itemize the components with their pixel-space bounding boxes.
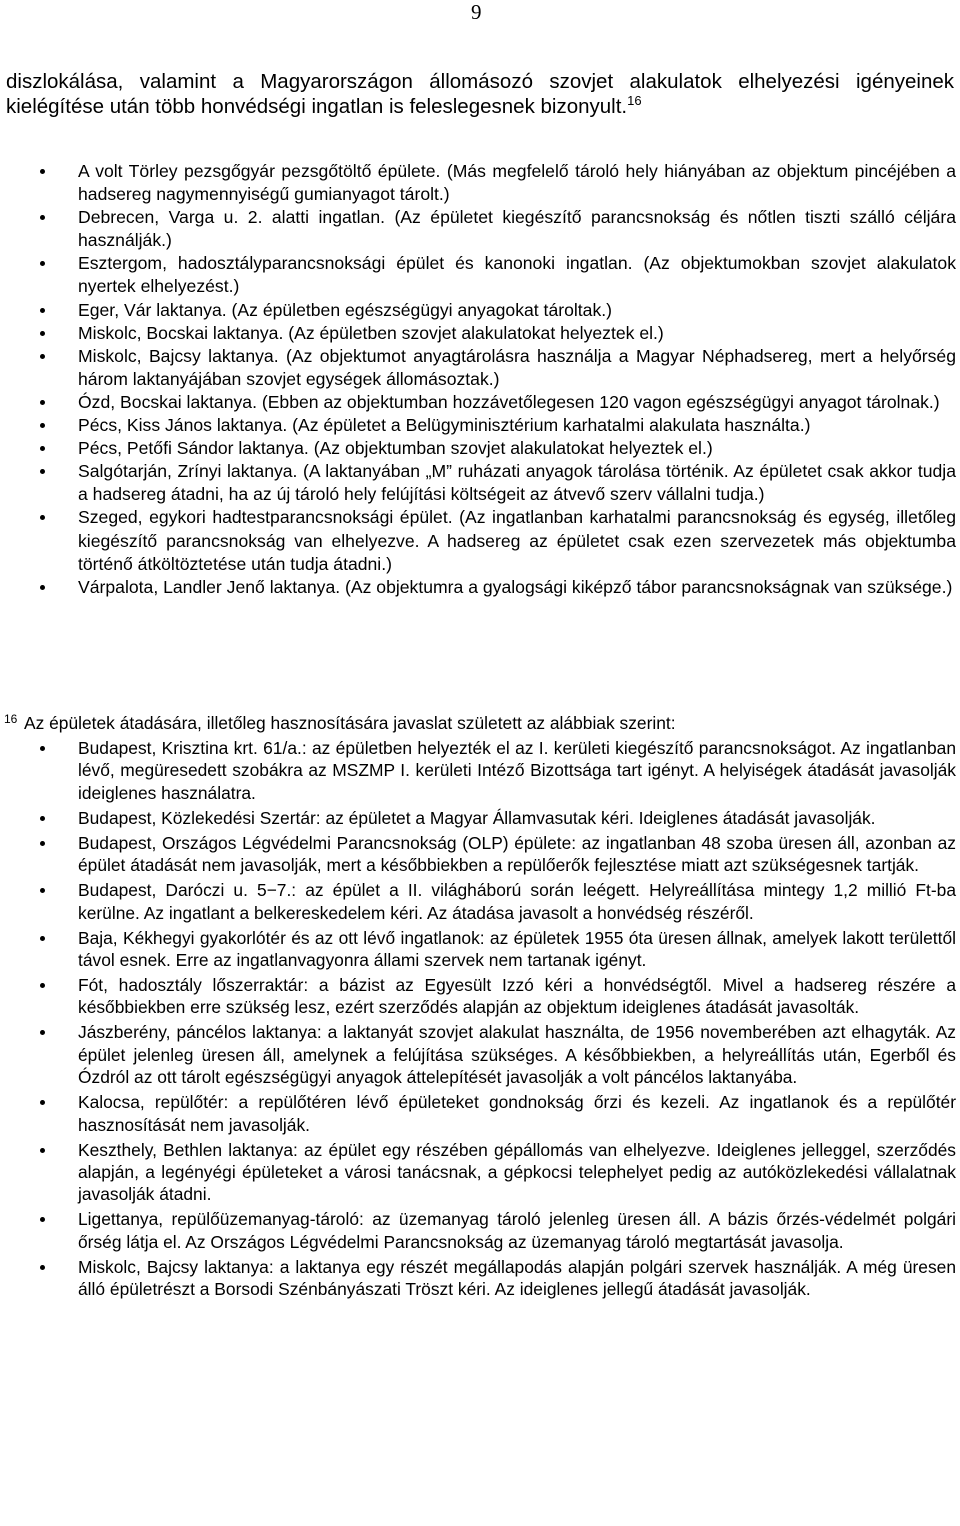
- list-item-text: Miskolc, Bocskai laktanya. (Az épületben szovjet alakulatokat helyeztek el.): [78, 322, 664, 343]
- bullet-icon: [40, 354, 45, 359]
- bullet-icon: [40, 446, 45, 451]
- footnote-text: Az épületek átadására, illetőleg hasznosítására javaslat született az alábbiak szerint:: [24, 713, 676, 733]
- bullet-icon: [40, 888, 45, 893]
- list-item-text: Várpalota, Landler Jenő laktanya. (Az objektumra a gyalogsági kiképző tábor parancsnokságnak van szüksége.): [78, 576, 953, 597]
- bullet-icon: [40, 1265, 45, 1270]
- bullet-icon: [40, 261, 45, 266]
- list-item-text: Pécs, Petőfi Sándor laktanya. (Az objektumban szovjet alakulatokat helyeztek el.): [78, 438, 713, 459]
- list-item: [0, 1091, 956, 1136]
- list-item-text: Budapest, Krisztina krt. 61/a.: az épületben helyezték el az I. kerületi kiegészítő parancsnokságot. Az ingatlanban lévő, megüresedett szobákra az MSZMP I. kerületi Intéző Bizottsága tart igényt. A helyiségek átadását javasolják ideiglenes használatra.: [78, 738, 956, 803]
- list-item-text: A volt Törley pezsgőgyár pezsgőtöltő épülete. (Más megfelelő tároló hely hiányában az objektum pincéjében a hadsereg nagymennyiségű gumianyagot tárolt.): [78, 161, 956, 205]
- list-item: [0, 1021, 956, 1088]
- bullet-icon: [40, 1148, 45, 1153]
- list-item-text: Miskolc, Bajcsy laktanya: a laktanya egy részét megállapodás alapján polgári szervek használják. A még üresen álló épületrészt a Borsodi Szénbányászati Tröszt kéri. Az ideiglenes jellegű átadását javasolják.: [78, 1256, 956, 1300]
- bullet-icon: [40, 1100, 45, 1105]
- footnote-reference: 16: [627, 93, 642, 109]
- bullet-icon: [40, 308, 45, 313]
- bullet-icon: [40, 841, 45, 846]
- list-item: [0, 737, 956, 804]
- bullet-icon: [40, 400, 45, 405]
- bullet-icon: [40, 469, 45, 474]
- list-item-text: Jászberény, páncélos laktanya: a laktanyát szovjet alakulat használta, de 1956 novemberében azt elhagyták. Az épület jelenleg üresen áll, amelynek a felújítása szükséges. A későbbiekben, a helyreállítás után, Egerből és Ózdról az ott tárolt egészségügyi anyagok áttelepítését javasolják a volt páncélos laktanyába.: [78, 1022, 956, 1088]
- list-item: [0, 832, 956, 877]
- list-item: [0, 1256, 956, 1301]
- list-item: [0, 1208, 956, 1253]
- list-item: [0, 160, 956, 206]
- list-item-text: Szeged, egykori hadtestparancsnoksági épület. (Az ingatlanban karhatalmi parancsnokság és egység, illetőleg kiegészítő parancsnokság van elhelyezve. A hadsereg az épületet csak ezen szervezetek más objektumba történő átköltöztetése után tudja átadni.): [78, 507, 956, 574]
- footnote-list: [0, 737, 956, 1303]
- bullet-icon: [40, 169, 45, 174]
- list-item-text: Baja, Kékhegyi gyakorlótér és az ott lévő ingatlanok: az épületek 1955 óta üresen állnak, amelyek lakott területtől távol esnek. Erre az ingatlanvagyonra állami szervek nem tartanak igényt.: [78, 927, 956, 971]
- list-item: [0, 927, 956, 972]
- list-item: [0, 576, 956, 599]
- list-item: [0, 206, 956, 252]
- bullet-icon: [40, 983, 45, 988]
- list-item: [0, 322, 956, 345]
- list-item-text: Kalocsa, repülőtér: a repülőtéren lévő épületeket gondnokság őrzi és kezeli. Az ingatlanok és a repülőtér hasznosítását nem javasolják.: [78, 1092, 956, 1135]
- intro-paragraph: [6, 69, 954, 119]
- list-item-text: Ózd, Bocskai laktanya. (Ebben az objektumban hozzávetőlegesen 120 vagon egészségügyi anyagot tárolnak.): [78, 391, 940, 412]
- list-item-text: Eger, Vár laktanya. (Az épületben egészségügyi anyagokat tároltak.): [78, 299, 612, 320]
- list-item: [0, 391, 956, 414]
- bullet-icon: [40, 331, 45, 336]
- intro-text: diszlokálása, valamint a Magyarországon állomásozó szovjet alakulatok elhelyezési igényeinek kielégítése után több honvédségi ingatlan is feleslegesnek bizonyult.: [6, 70, 954, 118]
- list-item-text: Ligettanya, repülőüzemanyag-tároló: az üzemanyag tároló jelenleg üresen áll. A bázis őrzés-védelmét polgári őrség látja el. Az Országos Légvédelmi Parancsnokság az üzemanyag tároló megtartását javasolja.: [78, 1209, 956, 1252]
- footnote-16: [0, 712, 956, 735]
- footnote-number: 16: [4, 712, 18, 726]
- list-item: [0, 1139, 956, 1206]
- bullet-icon: [40, 1217, 45, 1222]
- bullet-icon: [40, 423, 45, 428]
- bullet-icon: [40, 746, 45, 751]
- list-item: [0, 807, 956, 829]
- bullet-icon: [40, 585, 45, 590]
- list-item: [0, 974, 956, 1019]
- list-item: [0, 414, 956, 437]
- list-item-text: Budapest, Országos Légvédelmi Parancsnokság (OLP) épülete: az ingatlanban 48 szoba üresen áll, azonban az épület átadását nem javasolják, mert a későbbiekben a repülőerők fejlesztése miatt azt szükségesnek tartják.: [78, 832, 956, 876]
- list-item-text: Pécs, Kiss János laktanya. (Az épületet a Belügyminisztérium karhatalmi alakulata használta.): [78, 415, 811, 436]
- bullet-icon: [40, 215, 45, 220]
- bullet-icon: [40, 1030, 45, 1035]
- list-item-text: Keszthely, Bethlen laktanya: az épület egy részében gépállomás van elhelyezve. Ideiglenes jelleggel, szerződés alapján, a legényégi épületeket a városi tanácsnak, a gépkocsi telephelyet pedig az autóközlekedési vállalatnak javasolják átadni.: [78, 1139, 956, 1205]
- building-list: [0, 160, 956, 599]
- list-item-text: Budapest, Daróczi u. 5−7.: az épület a II. világháború során leégett. Helyreállítása mintegy 1,2 millió Ft-ba kerülne. Az ingatlant a belkereskedelem kéri. Az átadása javasolt a honvédség részéről.: [78, 880, 956, 923]
- list-item: [0, 506, 956, 575]
- bullet-icon: [40, 936, 45, 941]
- list-item-text: Debrecen, Varga u. 2. alatti ingatlan. (Az épületet kiegészítő parancsnokság és nőtlen tiszti szálló céljára használják.): [78, 207, 956, 251]
- list-item-text: Miskolc, Bajcsy laktanya. (Az objektumot anyagtárolásra használja a Magyar Néphadsereg, mert a helyőrség három laktanyájában szovjet egységek állomásoztak.): [78, 345, 956, 389]
- list-item-text: Budapest, Közlekedési Szertár: az épületet a Magyar Államvasutak kéri. Ideiglenes átadását javasolják.: [78, 807, 876, 828]
- bullet-icon: [40, 816, 45, 821]
- list-item: [0, 299, 956, 322]
- list-item-text: Salgótarján, Zrínyi laktanya. (A laktanyában „M” ruházati anyagok tárolása történik. Az épületet csak akkor tudja a hadsereg átadni, ha az új tároló hely felújítási költségeit az átvevő szerv vállalni tudja.): [78, 461, 956, 505]
- bullet-icon: [40, 515, 45, 520]
- list-item: [0, 345, 956, 391]
- page-number: 9: [471, 0, 482, 24]
- list-item: [0, 252, 956, 298]
- list-item: [0, 460, 956, 506]
- list-item: [0, 879, 956, 924]
- list-item-text: Esztergom, hadosztályparancsnoksági épület és kanonoki ingatlan. (Az objektumokban szovjet alakulatok nyertek elhelyezést.): [78, 253, 956, 297]
- list-item: [0, 437, 956, 460]
- list-item-text: Fót, hadosztály lőszerraktár: a bázist az Egyesült Izzó kéri a honvédségtől. Mivel a hadsereg részére a későbbiekben erre szükség lesz, ezért szerződés alapján az objektum ideiglenes átadását javasolták.: [78, 975, 956, 1018]
